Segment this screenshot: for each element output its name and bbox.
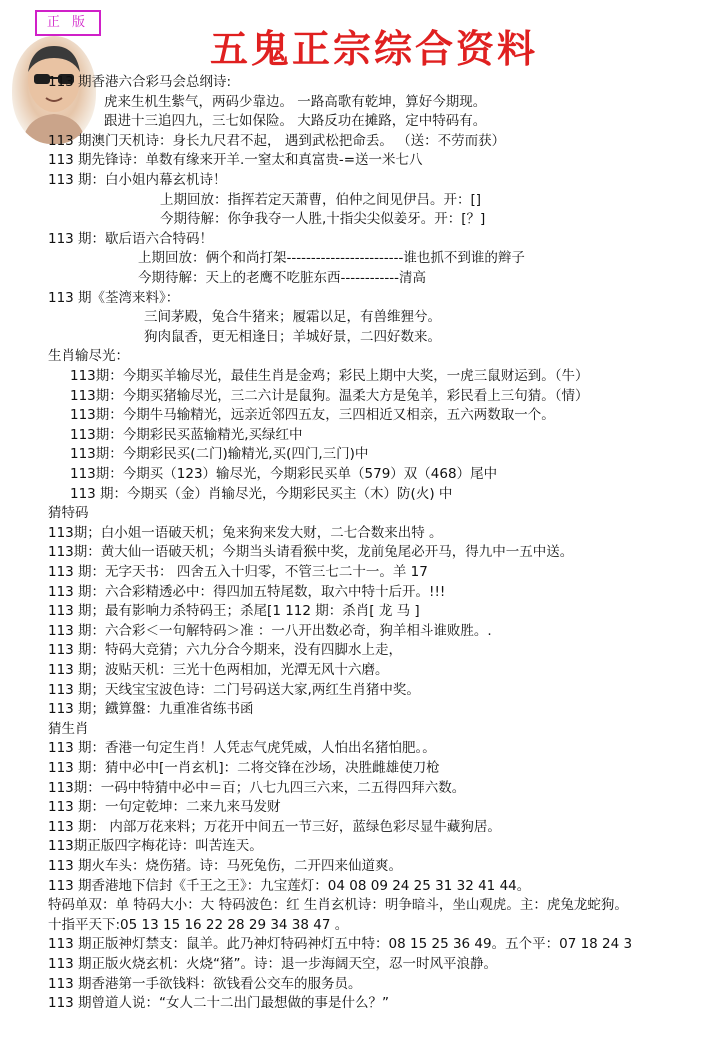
text-line: 特码单双：单 特码大小：大 特码波色：红 生肖玄机诗：明争暗斗，坐山观虎。主：虎兔龙蛇狗。 [48,897,628,914]
text-line: 113 期：无字天书： 四舍五入十归零，不管三七二十一。羊 17 [48,564,428,580]
text-line: 113 期：歇后语六合特码！ [48,230,214,247]
text-line: 113 期：一句定乾坤：二来九来马发财 [48,799,281,816]
text-line: 113期：今期彩民买蓝输精光,买绿红中 [70,426,303,443]
text-line: 113 期：特码大竞猜；六九分合今期来，没有四脚水上走， [48,642,403,659]
text-line: 113 期；鐡算盤：九重准省练书函 [48,701,254,718]
text-line: 113 期澳门天机诗：身长九尺君不起， 遇到武松把命丢。 （送：不劳而获） [48,132,506,149]
text-line: 113期；白小姐一语破天机；兔来狗来发大财，二七合数来出特 。 [48,524,443,541]
text-line: 113 期：六合彩＜一句解特码＞准 ：一八开出数必奇，狗羊相斗谁败胜。. [48,622,492,639]
text-line: 上期回放：俩个和尚打架------------------------谁也抓不到谁的辫子 [138,250,525,267]
text-line: 113期：今期买羊输尽光，最佳生肖是金鸡；彩民上期中大奖，一虎三鼠财运到。（牛） [70,368,589,384]
text-line: 113 期；最有影响力杀特码王；杀尾[1 112 期：杀肖[ 龙 马 ] [48,603,420,620]
text-line: 113 期；波贴天机：三光十色两相加，光潭无风十六磨。 [48,662,389,678]
text-line: 113期：今期买猪输尽光，三二六计是鼠狗。温柔大方是兔羊，彩民看上三句猜。（情） [70,387,589,404]
text-line: 113 期火车头：烧伤猪。诗：马死兔伤，二开四来仙道爽。 [48,858,403,874]
text-line: 113 期；天线宝宝波色诗：二门号码送大家,两红生肖猪中奖。 [48,681,420,698]
text-line: 今期待解：你争我夺一人胜,十指尖尖似姜牙。开：[？] [160,211,486,228]
text-line: 猜特码 [48,505,89,522]
text-line: 113期：黄大仙一语破天机；今期当头请看猴中奖，龙前兔尾必开马，得九中一五中送。 [48,544,574,561]
text-line: 狗肉鼠香，更无相逢日；羊城好景，二四好数来。 [144,328,441,345]
text-line: 113 期正版神灯禁支：鼠羊。此乃神灯特码神灯五中特：08 15 25 36 49。五个平：07 18 24 3 [48,936,633,953]
text-line: 113 期曾道人说：“女人二十二出门最想做的事是什么？” [48,995,390,1012]
text-line: 生肖输尽光： [48,348,129,365]
text-line: 猜生肖 [48,720,89,737]
text-line: 113 期先锋诗：单数有缘来开羊.一窒太和真富贵-=送一米七八 [48,152,423,169]
page-title: 五鬼正宗综合资料 [210,26,539,71]
text-line: 上期回放：指挥若定天萧曹，伯仲之间见伊吕。开：[] [160,191,482,208]
text-line: 113期：今期彩民买(二门)输精光,买(四门,三门)中 [70,446,369,463]
text-line: 113期：今期买（123）输尽光，今期彩民买单（579）双（468）尾中 [70,466,498,482]
text-line: 113 期香港地下信封《千王之王》：九宝莲灯：04 08 09 24 25 31 32 41 44。 [48,877,531,894]
text-line: 113期：今期牛马输精光，远亲近邻四五友，三四相近又相亲，五六两数取一个。 [70,407,555,424]
text-line: 113 期：猜中必中[一肖玄机]：二将交锋在沙场，决胜雌雄使刀枪 [48,760,440,776]
text-line: 113 期：白小姐内幕玄机诗！ [48,172,227,188]
text-line: 113 期正版火烧玄机：火烧“猪”。诗：退一步海阔天空，忍一时风平浪静。 [48,956,498,972]
text-line: 113 期香港六合彩马会总纲诗: [48,74,232,90]
text-line: 113期正版四字梅花诗：叫苦连天。 [48,838,263,855]
text-line: 113 期香港第一手欲钱料：欲钱看公交车的服务员。 [48,975,362,992]
text-line: 跟进十三追四九，三七如保险。 大路反功在摊路，定中特码有。 [104,113,487,130]
text-line: 113 期：六合彩精透必中：得四加五特尾数，取六中特十后开。!!! [48,583,446,600]
text-line: 113 期： 内部万花来料；万花开中间五一节三好，蓝绿色彩尽显牛藏狗居。 [48,818,501,835]
text-line: 今期待解：天上的老鹰不吃脏东西------------清高 [138,270,426,286]
text-line: 113 期《荃湾来料》： [48,289,180,306]
text-line: 三间茅殿，兔合牛猪来；履霜以足，有兽维狸兮。 [144,309,441,326]
text-line: 虎来生机生紫气，两码少靠边。 一路高歌有乾坤，算好今期现。 [104,93,487,110]
edition-badge: 正 版 [35,10,101,36]
text-line: 113 期：今期买（金）肖输尽光，今期彩民买主（木）防(火) 中 [70,485,453,502]
text-line: 十指平天下:05 13 15 16 22 28 29 34 38 47 。 [48,916,349,933]
text-line: 113 期：香港一句定生肖！人凭志气虎凭威，人怕出名猪怕肥。。 [48,740,436,757]
text-line: 113期：一码中特猜中必中＝百；八七九四三六来，二五得四拜六数。 [48,779,466,796]
